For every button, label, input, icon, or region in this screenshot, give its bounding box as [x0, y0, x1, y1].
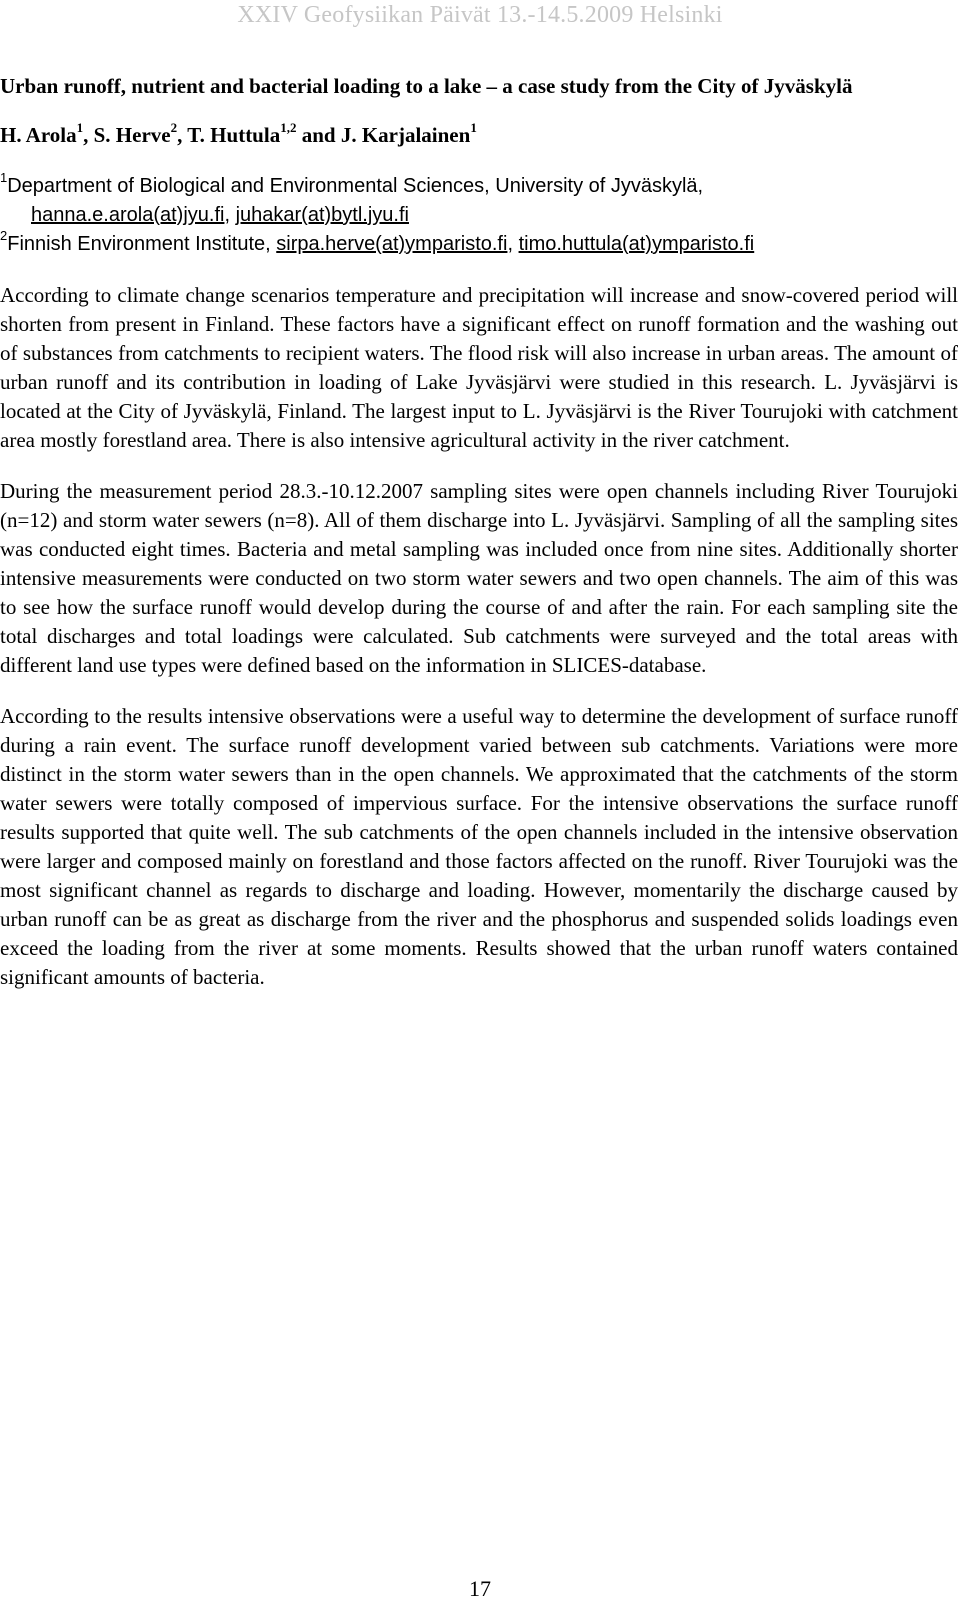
abstract-paragraph: According to the results intensive observations were a useful way to determine the development of surface runoff during a rain event. The surface runoff development varied between sub catchments. Variations were more distinct in the storm water sewers than in the open channels. We approximated that the catchments of the storm water sewers were totally composed of impervious surface. For the intensive observations the surface runoff results supported that quite well. The sub catchments of the open channels included in the intensive observation were larger and composed mainly on forestland and those factors affected on the runoff. River Tourujoki was the most significant channel as regards to discharge and loading. However, momentarily the discharge caused by urban runoff can be as great as discharge from the river and the phosphorus and suspended solids loadings even exceed the loading from the river at some moments. Results showed that the urban runoff waters contained significant amounts of bacteria.	[0, 704, 958, 989]
author-name: S. Herve	[93, 123, 171, 147]
abstract-paragraph: According to climate change scenarios temperature and precipitation will increase and snow-covered period will shorten from present in Finland. These factors have a significant effect on runoff formation and the washing out of substances from catchments to recipient waters. The flood risk will also increase in urban areas. The amount of urban runoff and its contribution in loading of Lake Jyväsjärvi were studied in this research. L. Jyväsjärvi is located at the City of Jyväskylä, Finland. The largest input to L. Jyväsjärvi is the River Tourujoki with catchment area mostly forestland area. There is also intensive agricultural activity in the river catchment.	[0, 283, 958, 452]
paper-body	[0, 72, 958, 992]
affiliation-mark: 2	[0, 228, 8, 244]
email-link[interactable]: hanna.e.arola(at)jyu.fi	[31, 204, 225, 226]
author-affiliation-mark: 1,2	[280, 120, 297, 135]
email-line: hanna.e.arola(at)jyu.fi, juhakar(at)bytl.jyu.fi	[31, 204, 409, 226]
paper-title: Urban runoff, nutrient and bacterial loading to a lake – a case study from the City of Jyväskylä	[0, 74, 853, 98]
author-separator: and	[296, 123, 341, 147]
author-name: J. Karjalainen	[340, 123, 471, 147]
author-separator: ,	[177, 123, 188, 147]
author-separator: ,	[83, 123, 94, 147]
affiliation-text: Department of Biological and Environmental Sciences, University of Jyväskylä,	[7, 175, 704, 197]
author-list	[0, 121, 958, 150]
author-name: H. Arola	[0, 123, 77, 147]
affiliation-text: Finnish Environment Institute,	[7, 233, 277, 255]
page-number: 17	[469, 1576, 491, 1601]
conference-header: XXIV Geofysiikan Päivät 13.-14.5.2009 Helsinki	[237, 2, 723, 28]
email-link[interactable]: juhakar(at)bytl.jyu.fi	[235, 204, 409, 226]
author-affiliation-mark: 1	[470, 120, 477, 135]
abstract-paragraph: During the measurement period 28.3.-10.12.2007 sampling sites were open channels including River Tourujoki (n=12) and storm water sewers (n=8). All of them discharge into L. Jyväsjärvi. Sampling of all the sampling sites was conducted eight times. Bacteria and metal sampling was included once from nine sites. Additionally shorter intensive measurements were conducted on two storm water sewers and two open channels. The aim of this was to see how the surface runoff would develop during the course of and after the rain. For each sampling site the total discharges and total loadings were calculated. Sub catchments were surveyed and the total areas with different land use types were defined based on the information in SLICES-database.	[0, 479, 958, 677]
email-link[interactable]: sirpa.herve(at)ymparisto.fi	[276, 233, 508, 255]
author-name: T. Huttula	[187, 123, 281, 147]
email-link[interactable]: timo.huttula(at)ymparisto.fi	[518, 233, 755, 255]
affiliation-mark: 1	[0, 170, 8, 186]
affiliation-2: $^2$Finnish Environment Institute, sirpa.herve(at)ymparisto.fi, timo.huttula(at)ymparisto.fi	[0, 228, 755, 255]
author-affiliation-mark: 1	[76, 120, 84, 135]
affiliations	[0, 172, 958, 259]
affiliation-1	[0, 172, 958, 230]
author-affiliation-mark: 2	[170, 120, 178, 135]
